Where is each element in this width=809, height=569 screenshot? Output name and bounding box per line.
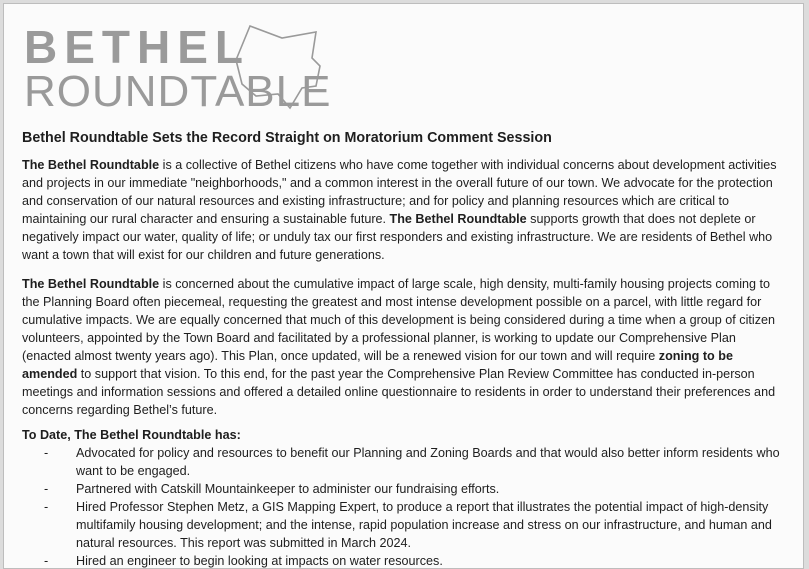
list-item: - Hired Professor Stephen Metz, a GIS Mapping Expert, to produce a report that illustrates the potential impact of high-density multifamily housing development; and the intense, rapid population increase and stress on our infrastructure, and human and natural resources. This report was submitted in March 2024. bbox=[44, 498, 784, 552]
list-item: - Hired an engineer to begin looking at impacts on water resources. bbox=[44, 552, 784, 569]
bethel-roundtable-logo bbox=[24, 18, 332, 118]
accomplishments-list bbox=[44, 444, 784, 569]
accomplishments-heading: To Date, The Bethel Roundtable has: bbox=[22, 428, 241, 442]
p1-text-b: supports growth that does not deplete or negatively impact our water, quality of life; or unduly tax our first responders and existing infrastructure. We are residents of Bethel who want a town that will exist for our children and future generations. bbox=[22, 212, 773, 262]
newsletter-page bbox=[3, 3, 804, 569]
list-item: - Advocated for policy and resources to benefit our Planning and Zoning Boards and that would also better inform residents who want to be engaged. bbox=[44, 444, 784, 480]
org-name: The Bethel Roundtable bbox=[389, 212, 527, 226]
logo-word-roundtable: ROUNDTABLE bbox=[24, 67, 332, 116]
intro-paragraph bbox=[22, 156, 784, 264]
p1-text-a: is a collective of Bethel citizens who have come together with individual concerns about development activities and projects in our immediate "neighborhoods," and a common interest in the overall future of our town. We advocate for the protection and conservation of our natural resources and existing infrastructure; and for policy and planning resources which are critical to maintaining our rural character and ensuring a sustainable future. bbox=[22, 158, 777, 226]
concern-paragraph bbox=[22, 275, 784, 419]
list-item: - Partnered with Catskill Mountainkeeper to administer our fundraising efforts. bbox=[44, 480, 784, 498]
org-name: The Bethel Roundtable bbox=[22, 158, 160, 172]
p2-text-a: is concerned about the cumulative impact of large scale, high density, multi-family housing projects coming to the Planning Board often piecemeal, requesting the greatest and most intense development possible on a parcel, with little regard for cumulative impacts. We are equally concerned that much of this development is being considered during a time when a group of citizen volunteers, appointed by the Town Board and facilitated by a professional planner, is working to update our Comprehensive Plan (enacted almost twenty years ago). This Plan, once updated, will be a renewed vision for our town and will require bbox=[22, 277, 776, 363]
article-headline: Bethel Roundtable Sets the Record Straight on Moratorium Comment Session bbox=[22, 130, 552, 146]
logo-word-bethel: BETHEL bbox=[24, 21, 250, 73]
zoning-emphasis: zoning to be amended bbox=[22, 349, 733, 381]
p2-text-b: to support that vision. To this end, for the past year the Comprehensive Plan Review Committee has conducted in-person meetings and information sessions and offered a detailed online questionnaire to residents in order to understand their preferences and concerns regarding Bethel’s future. bbox=[22, 367, 776, 417]
org-name: The Bethel Roundtable bbox=[22, 277, 160, 291]
